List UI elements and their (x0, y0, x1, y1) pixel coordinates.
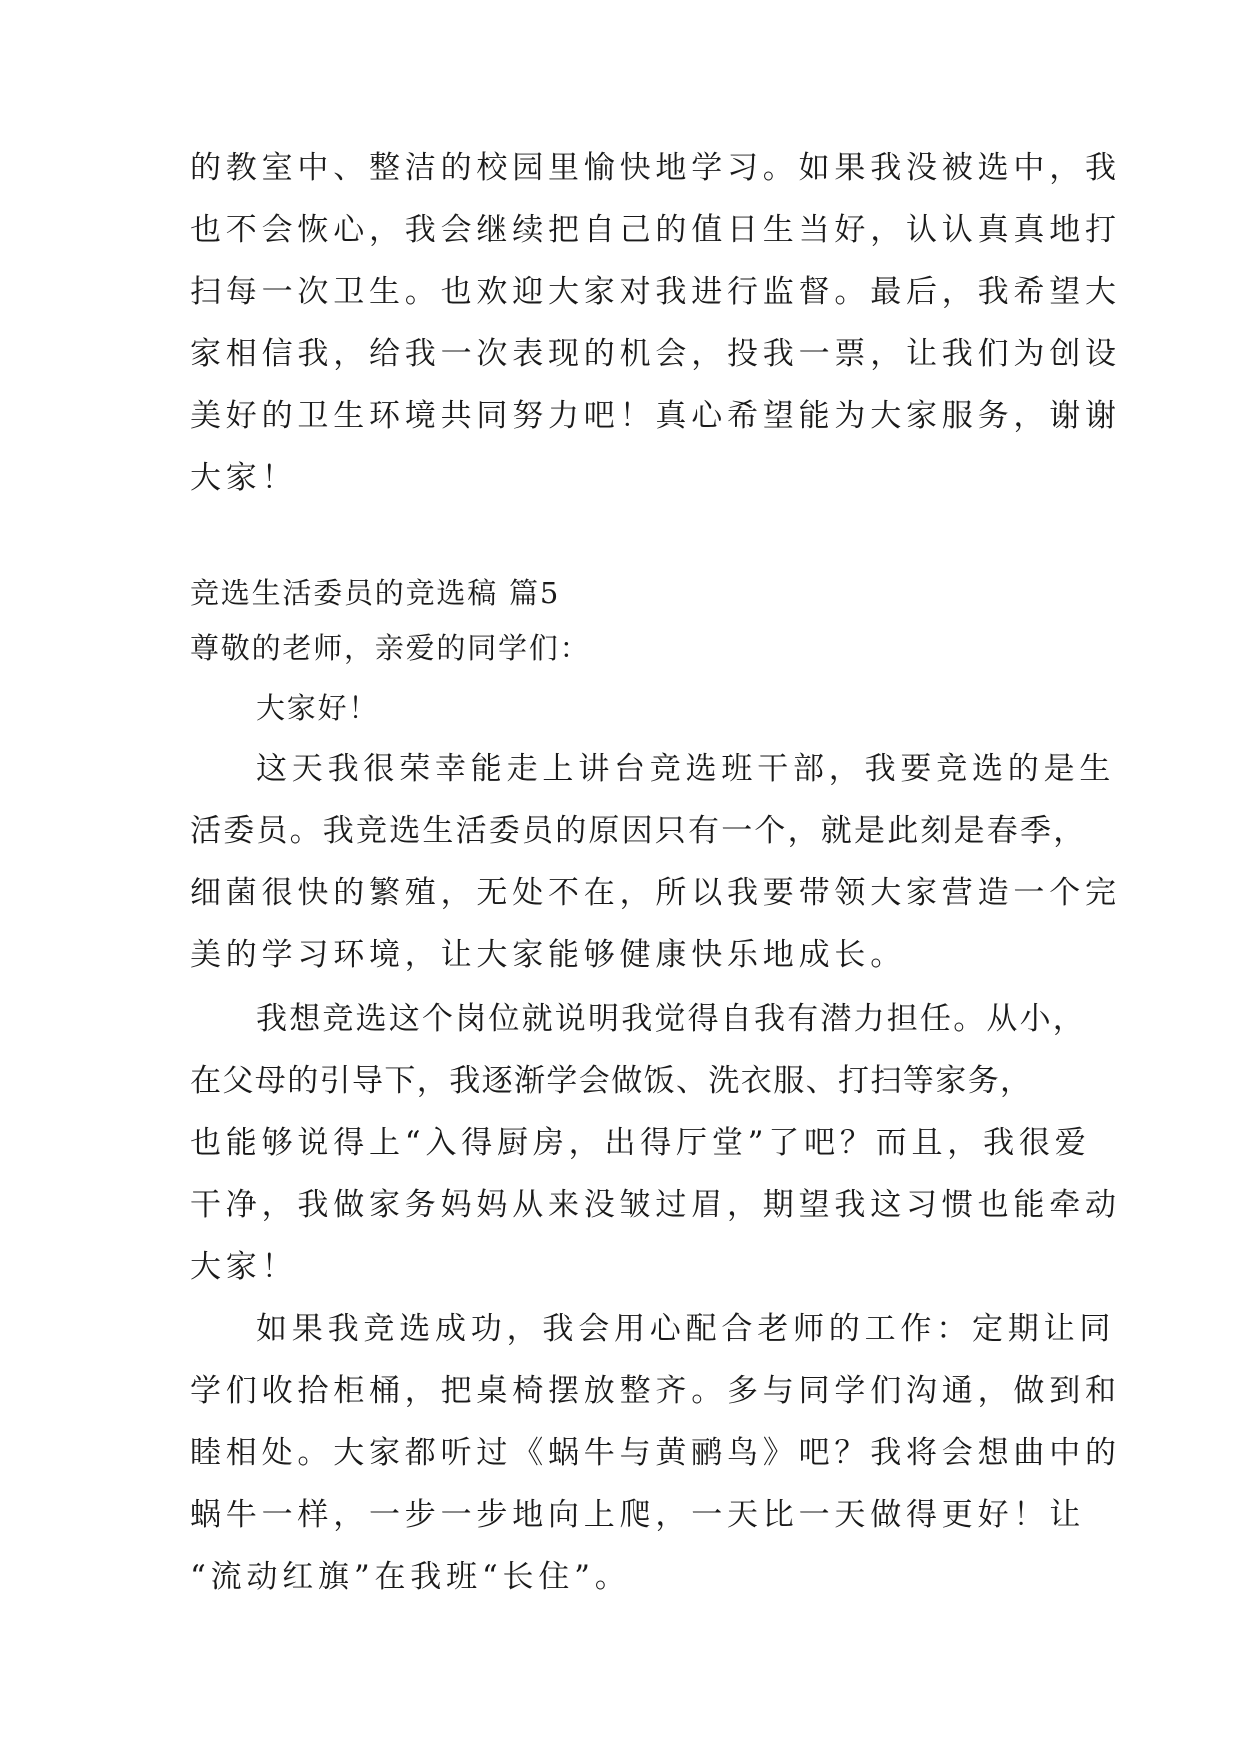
section-title (190, 568, 1060, 618)
text-line: 的教室中、整洁的校园里愉快地学习。如果我没被选中，我 (190, 150, 1121, 186)
section-heading: 竞选生活委员的竞选稿 篇5 (190, 576, 561, 610)
salutation-line: 尊敬的老师，亲爱的同学们： (190, 631, 591, 665)
text-line: 如果我竞选成功，我会用心配合老师的工作：定期让同 (256, 1311, 1116, 1347)
text-line: 也能够说得上“入得厨房，出得厅堂”了吧？而且，我很爱 (190, 1125, 1091, 1161)
intro-paragraph (190, 137, 1121, 509)
text-line: 蜗牛一样，一步一步地向上爬，一天比一天做得更好！让 (190, 1497, 1085, 1533)
paragraph-1 (190, 738, 1121, 986)
text-line: 美好的卫生环境共同努力吧！真心希望能为大家服务，谢谢 (190, 398, 1121, 434)
text-line: 在父母的引导下，我逐渐学会做饭、洗衣服、打扫等家务， (190, 1063, 1033, 1099)
text-line: “流动红旗”在我班“长住”。 (190, 1559, 631, 1595)
paragraph-3 (190, 1298, 1121, 1608)
text-line: 学们收拾柜桶，把桌椅摆放整齐。多与同学们沟通，做到和 (190, 1373, 1121, 1409)
text-line: 睦相处。大家都听过《蜗牛与黄鹂鸟》吧？我将会想曲中的 (190, 1435, 1121, 1471)
text-line: 美的学习环境，让大家能够健康快乐地成长。 (190, 937, 906, 973)
text-line: 干净，我做家务妈妈从来没皱过眉，期望我这习惯也能牵动 (190, 1187, 1121, 1223)
salutation (190, 622, 1060, 674)
text-line: 大家！ (190, 1249, 298, 1285)
text-line: 细菌很快的繁殖，无处不在，所以我要带领大家营造一个完 (190, 875, 1121, 911)
paragraph-2 (190, 988, 1121, 1298)
text-line: 也不会恢心，我会继续把自己的值日生当好，认认真真地打 (190, 212, 1121, 248)
opening-line: 大家好！ (256, 691, 380, 725)
text-line: 大家！ (190, 460, 298, 496)
text-line: 这天我很荣幸能走上讲台竞选班干部，我要竞选的是生 (256, 751, 1116, 787)
text-line: 家相信我，给我一次表现的机会，投我一票，让我们为创设 (190, 336, 1121, 372)
text-line: 我想竞选这个岗位就说明我觉得自我有潜力担任。从小， (256, 1001, 1086, 1037)
opening (190, 682, 1060, 734)
text-line: 扫每一次卫生。也欢迎大家对我进行监督。最后，我希望大 (190, 274, 1121, 310)
text-line: 活委员。我竞选生活委员的原因只有一个，就是此刻是春季， (190, 813, 1087, 849)
